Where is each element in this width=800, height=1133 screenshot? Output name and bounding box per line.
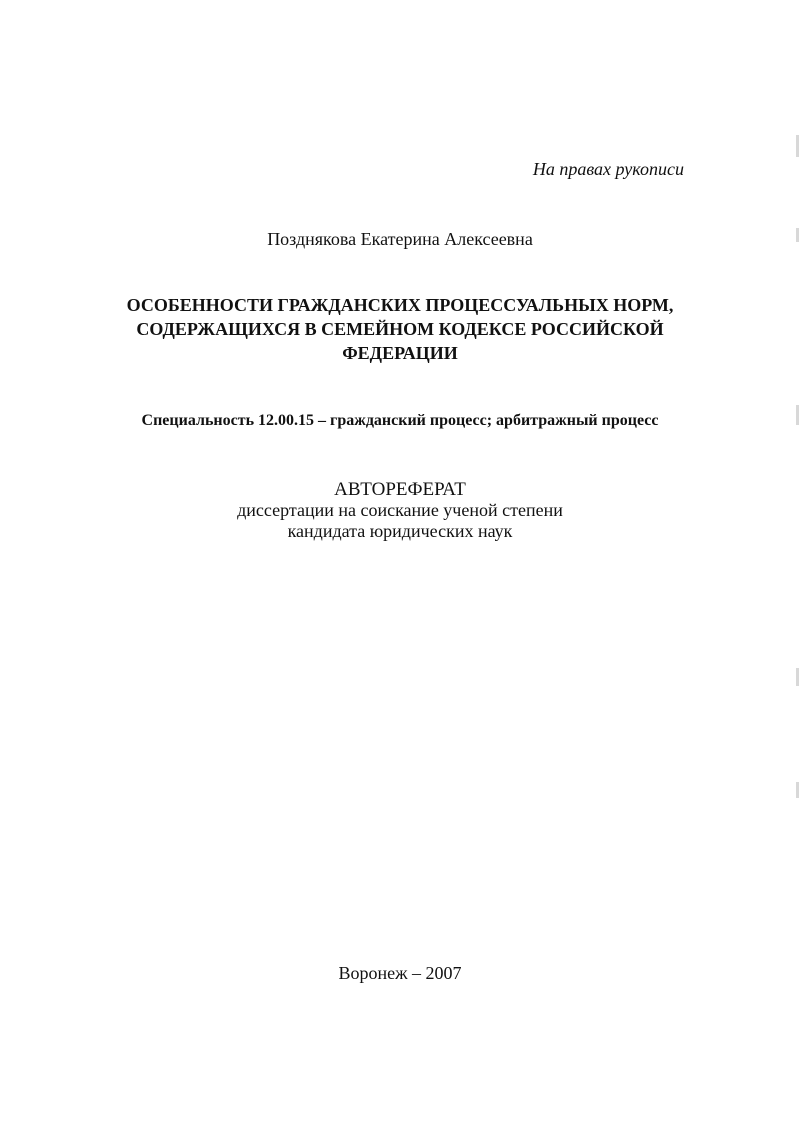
title-line: ОСОБЕННОСТИ ГРАЖДАНСКИХ ПРОЦЕССУАЛЬНЫХ НОРМ,: [126, 295, 674, 315]
title-line: СОДЕРЖАЩИХСЯ В СЕМЕЙНОМ КОДЕКСЕ РОССИЙСКОЙ: [136, 319, 664, 339]
scan-mark: [796, 135, 799, 157]
manuscript-rights-notice: На правах рукописи: [532, 159, 684, 179]
title-line: ФЕДЕРАЦИИ: [342, 343, 458, 363]
place-and-year: Воронеж – 2007: [338, 963, 462, 983]
abstract-line: кандидата юридических наук: [287, 521, 513, 541]
dissertation-title: [100, 293, 700, 365]
scan-mark: [796, 228, 799, 242]
author-name: Позднякова Екатерина Алексеевна: [267, 229, 533, 249]
abstract-line: диссертации на соискание ученой степени: [237, 500, 563, 520]
scan-mark: [796, 668, 799, 686]
scan-mark: [796, 405, 799, 425]
abstract-heading: АВТОРЕФЕРАТ: [334, 479, 466, 500]
scan-mark: [796, 782, 799, 798]
scan-edge-marks: [794, 0, 800, 1133]
specialty-line: Специальность 12.00.15 – гражданский процесс; арбитражный процесс: [141, 412, 659, 429]
abstract-block: [0, 479, 800, 542]
